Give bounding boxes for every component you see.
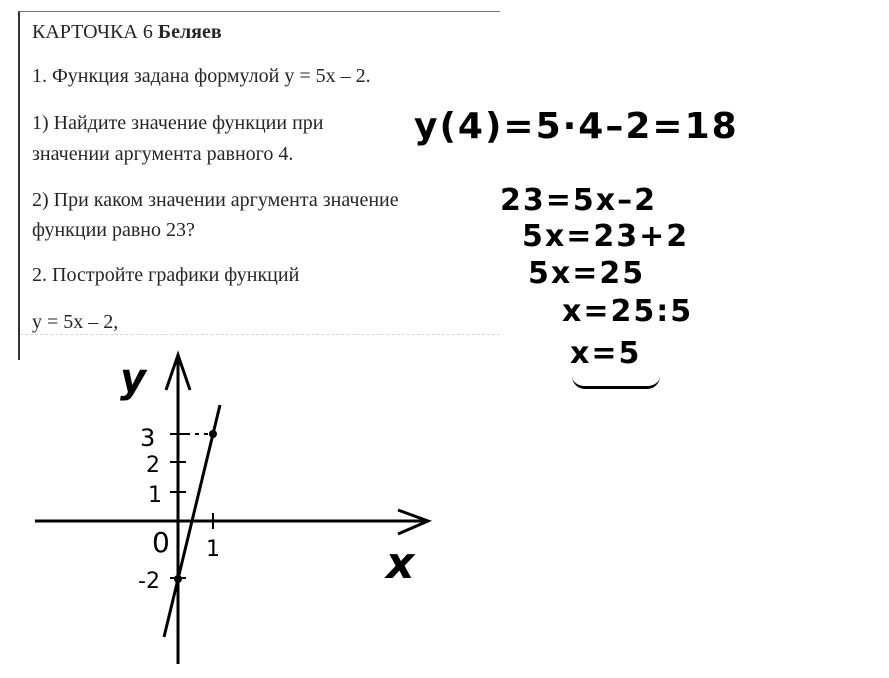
handwritten-step-4: x=25:5 — [562, 294, 694, 329]
question-2-line-2: функции равно 23? — [32, 219, 195, 241]
question-2-line-1: 2) При каком значении аргумента значение — [32, 189, 399, 211]
origin-label: 0 — [152, 526, 170, 559]
task-2-statement: 2. Постройте графики функций — [32, 264, 300, 286]
student-name: Беляев — [157, 21, 222, 43]
handwritten-step-3: 5x=25 — [528, 256, 646, 291]
graph-point-1-3 — [209, 430, 217, 438]
y-tick-label-2: 2 — [146, 453, 160, 478]
handwritten-step-2: 5x=23+2 — [522, 219, 690, 254]
y-tick-label-1: 1 — [148, 483, 162, 508]
handwritten-final-answer: x=5 — [570, 336, 642, 371]
question-1-line-1: 1) Найдите значение функции при — [32, 112, 324, 134]
y-tick-label-minus-2: -2 — [138, 569, 160, 594]
task-1-statement: 1. Функция задана формулой y = 5x – 2. — [32, 65, 371, 87]
graph-point-0-minus-2 — [174, 575, 182, 583]
handwritten-answer-1: y(4)=5·4–2=18 — [414, 106, 739, 147]
x-axis-label: x — [386, 538, 415, 589]
y-axis-label: y — [120, 356, 147, 402]
question-1-line-2: значении аргумента равного 4. — [32, 143, 294, 165]
function-formula: y = 5x – 2, — [32, 311, 119, 333]
x-tick-label-1: 1 — [206, 537, 220, 562]
y-tick-label-3: 3 — [140, 424, 156, 452]
handwritten-step-1: 23=5x–2 — [500, 183, 657, 218]
card-title-prefix: КАРТОЧКА 6 — [32, 21, 153, 43]
